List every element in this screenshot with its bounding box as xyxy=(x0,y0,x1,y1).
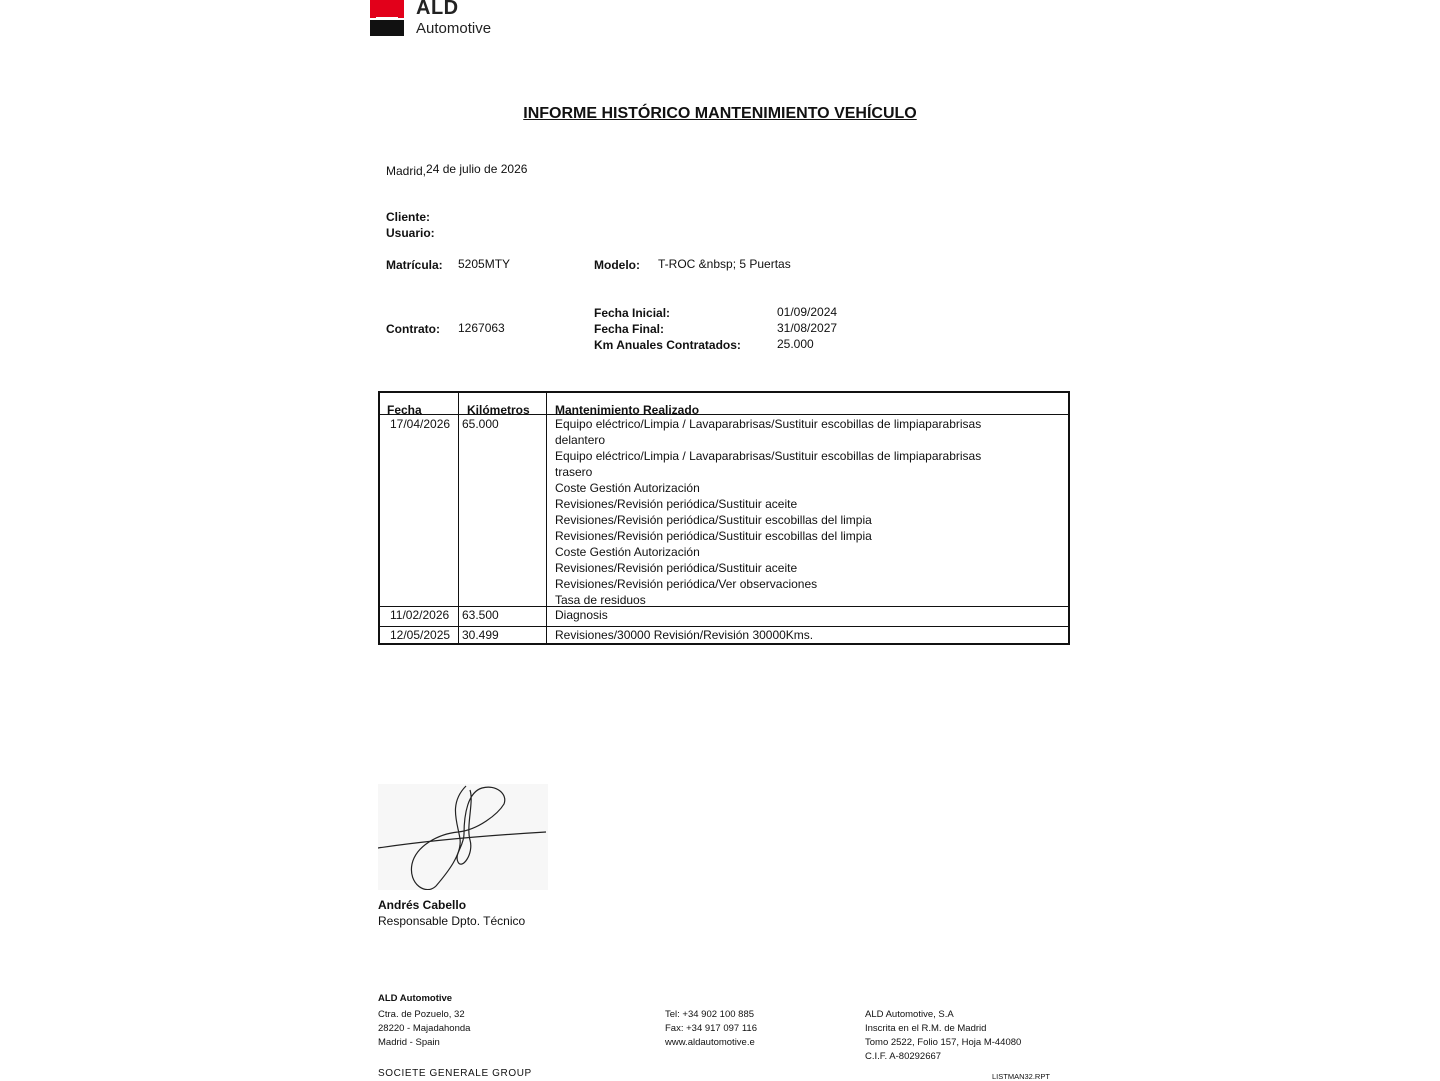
footer-contact xyxy=(665,1008,757,1050)
list-item: trasero xyxy=(555,465,593,479)
place: Madrid, xyxy=(386,164,427,178)
km-anuales-label: Km Anuales Contratados: xyxy=(594,338,741,352)
row2-fecha: 11/02/2026 xyxy=(390,608,450,622)
km-anuales-value: 25.000 xyxy=(777,337,814,351)
list-item: Coste Gestión Autorización xyxy=(555,545,700,559)
report-code: LISTMAN32.RPT xyxy=(992,1072,1050,1081)
list-item: Coste Gestión Autorización xyxy=(555,481,700,495)
footer-fax: Fax: +34 917 097 116 xyxy=(665,1023,757,1034)
list-item: Revisiones/Revisión periódica/Sustituir escobillas del limpia xyxy=(555,529,872,543)
usuario-label: Usuario: xyxy=(386,226,435,240)
header-fecha: Fecha xyxy=(387,403,422,417)
contrato-value: 1267063 xyxy=(458,321,505,335)
row1-mantenimiento xyxy=(555,416,981,608)
fecha-inicial-value: 01/09/2024 xyxy=(777,305,838,319)
signature-image xyxy=(378,784,548,890)
list-item: Revisiones/Revisión periódica/Ver observaciones xyxy=(555,577,818,591)
document-title: INFORME HISTÓRICO MANTENIMIENTO VEHÍCULO xyxy=(523,105,917,122)
cliente-label: Cliente: xyxy=(386,210,431,224)
footer-web: www.aldautomotive.e xyxy=(665,1037,755,1048)
signer-name: Andrés Cabello xyxy=(378,898,467,912)
list-item: Revisiones/Revisión periódica/Sustituir aceite xyxy=(555,497,798,511)
footer-legal-line: C.I.F. A-80292667 xyxy=(865,1051,942,1062)
list-item: Tasa de residuos xyxy=(555,593,646,607)
footer-address-line: Madrid - Spain xyxy=(378,1037,440,1048)
logo-text-automotive: Automotive xyxy=(416,20,492,37)
footer-address-line: 28220 - Majadahonda xyxy=(378,1023,471,1034)
fecha-inicial-label: Fecha Inicial: xyxy=(594,306,671,320)
row2-mantenimiento: Diagnosis xyxy=(555,608,608,622)
footer-address-line: Ctra. de Pozuelo, 32 xyxy=(378,1009,465,1020)
footer-group: SOCIETE GENERALE GROUP xyxy=(378,1068,532,1079)
footer-tel: Tel: +34 902 100 885 xyxy=(665,1009,755,1020)
row3-mantenimiento: Revisiones/30000 Revisión/Revisión 30000Kms. xyxy=(555,628,814,642)
modelo-value: T-ROC &nbsp; 5 Puertas xyxy=(658,257,791,271)
fecha-final-value: 31/08/2027 xyxy=(777,321,838,335)
maintenance-table xyxy=(378,391,1070,645)
list-item: Equipo eléctrico/Limpia / Lavaparabrisas/Sustituir escobillas de limpiaparabrisas xyxy=(555,417,982,431)
row3-km: 30.499 xyxy=(462,628,499,642)
logo-text-ald: ALD xyxy=(416,0,459,19)
row2-km: 63.500 xyxy=(462,608,499,622)
row1-km: 65.000 xyxy=(462,417,499,431)
logo-mark-icon xyxy=(370,0,404,36)
fecha-final-label: Fecha Final: xyxy=(594,322,665,336)
list-item: Equipo eléctrico/Limpia / Lavaparabrisas/Sustituir escobillas de limpiaparabrisas xyxy=(555,449,982,463)
footer-company: ALD Automotive xyxy=(378,993,453,1004)
list-item: Revisiones/Revisión periódica/Sustituir escobillas del limpia xyxy=(555,513,872,527)
footer-legal-line: Inscrita en el R.M. de Madrid xyxy=(865,1023,987,1034)
company-logo xyxy=(370,0,502,36)
footer-address xyxy=(378,1008,470,1050)
list-item: Revisiones/Revisión periódica/Sustituir aceite xyxy=(555,561,798,575)
header-mantenimiento: Mantenimiento Realizado xyxy=(555,403,700,417)
place-date xyxy=(386,162,527,176)
date: 24 de julio de 2026 xyxy=(426,162,528,176)
header-kilometros: Kilómetros xyxy=(467,403,530,417)
row3-fecha: 12/05/2025 xyxy=(390,628,451,642)
modelo-label: Modelo: xyxy=(594,258,640,272)
matricula-label: Matrícula: xyxy=(386,258,443,272)
footer-legal-line: Tomo 2522, Folio 157, Hoja M-44080 xyxy=(865,1037,1022,1048)
signature-icon xyxy=(378,784,548,890)
matricula-value: 5205MTY xyxy=(458,257,511,271)
list-item: delantero xyxy=(555,433,606,447)
footer-legal-line: ALD Automotive, S.A xyxy=(865,1009,954,1020)
contrato-label: Contrato: xyxy=(386,322,440,336)
footer-legal xyxy=(865,1008,1021,1064)
signer-role: Responsable Dpto. Técnico xyxy=(378,914,526,928)
row1-fecha: 17/04/2026 xyxy=(390,417,451,431)
